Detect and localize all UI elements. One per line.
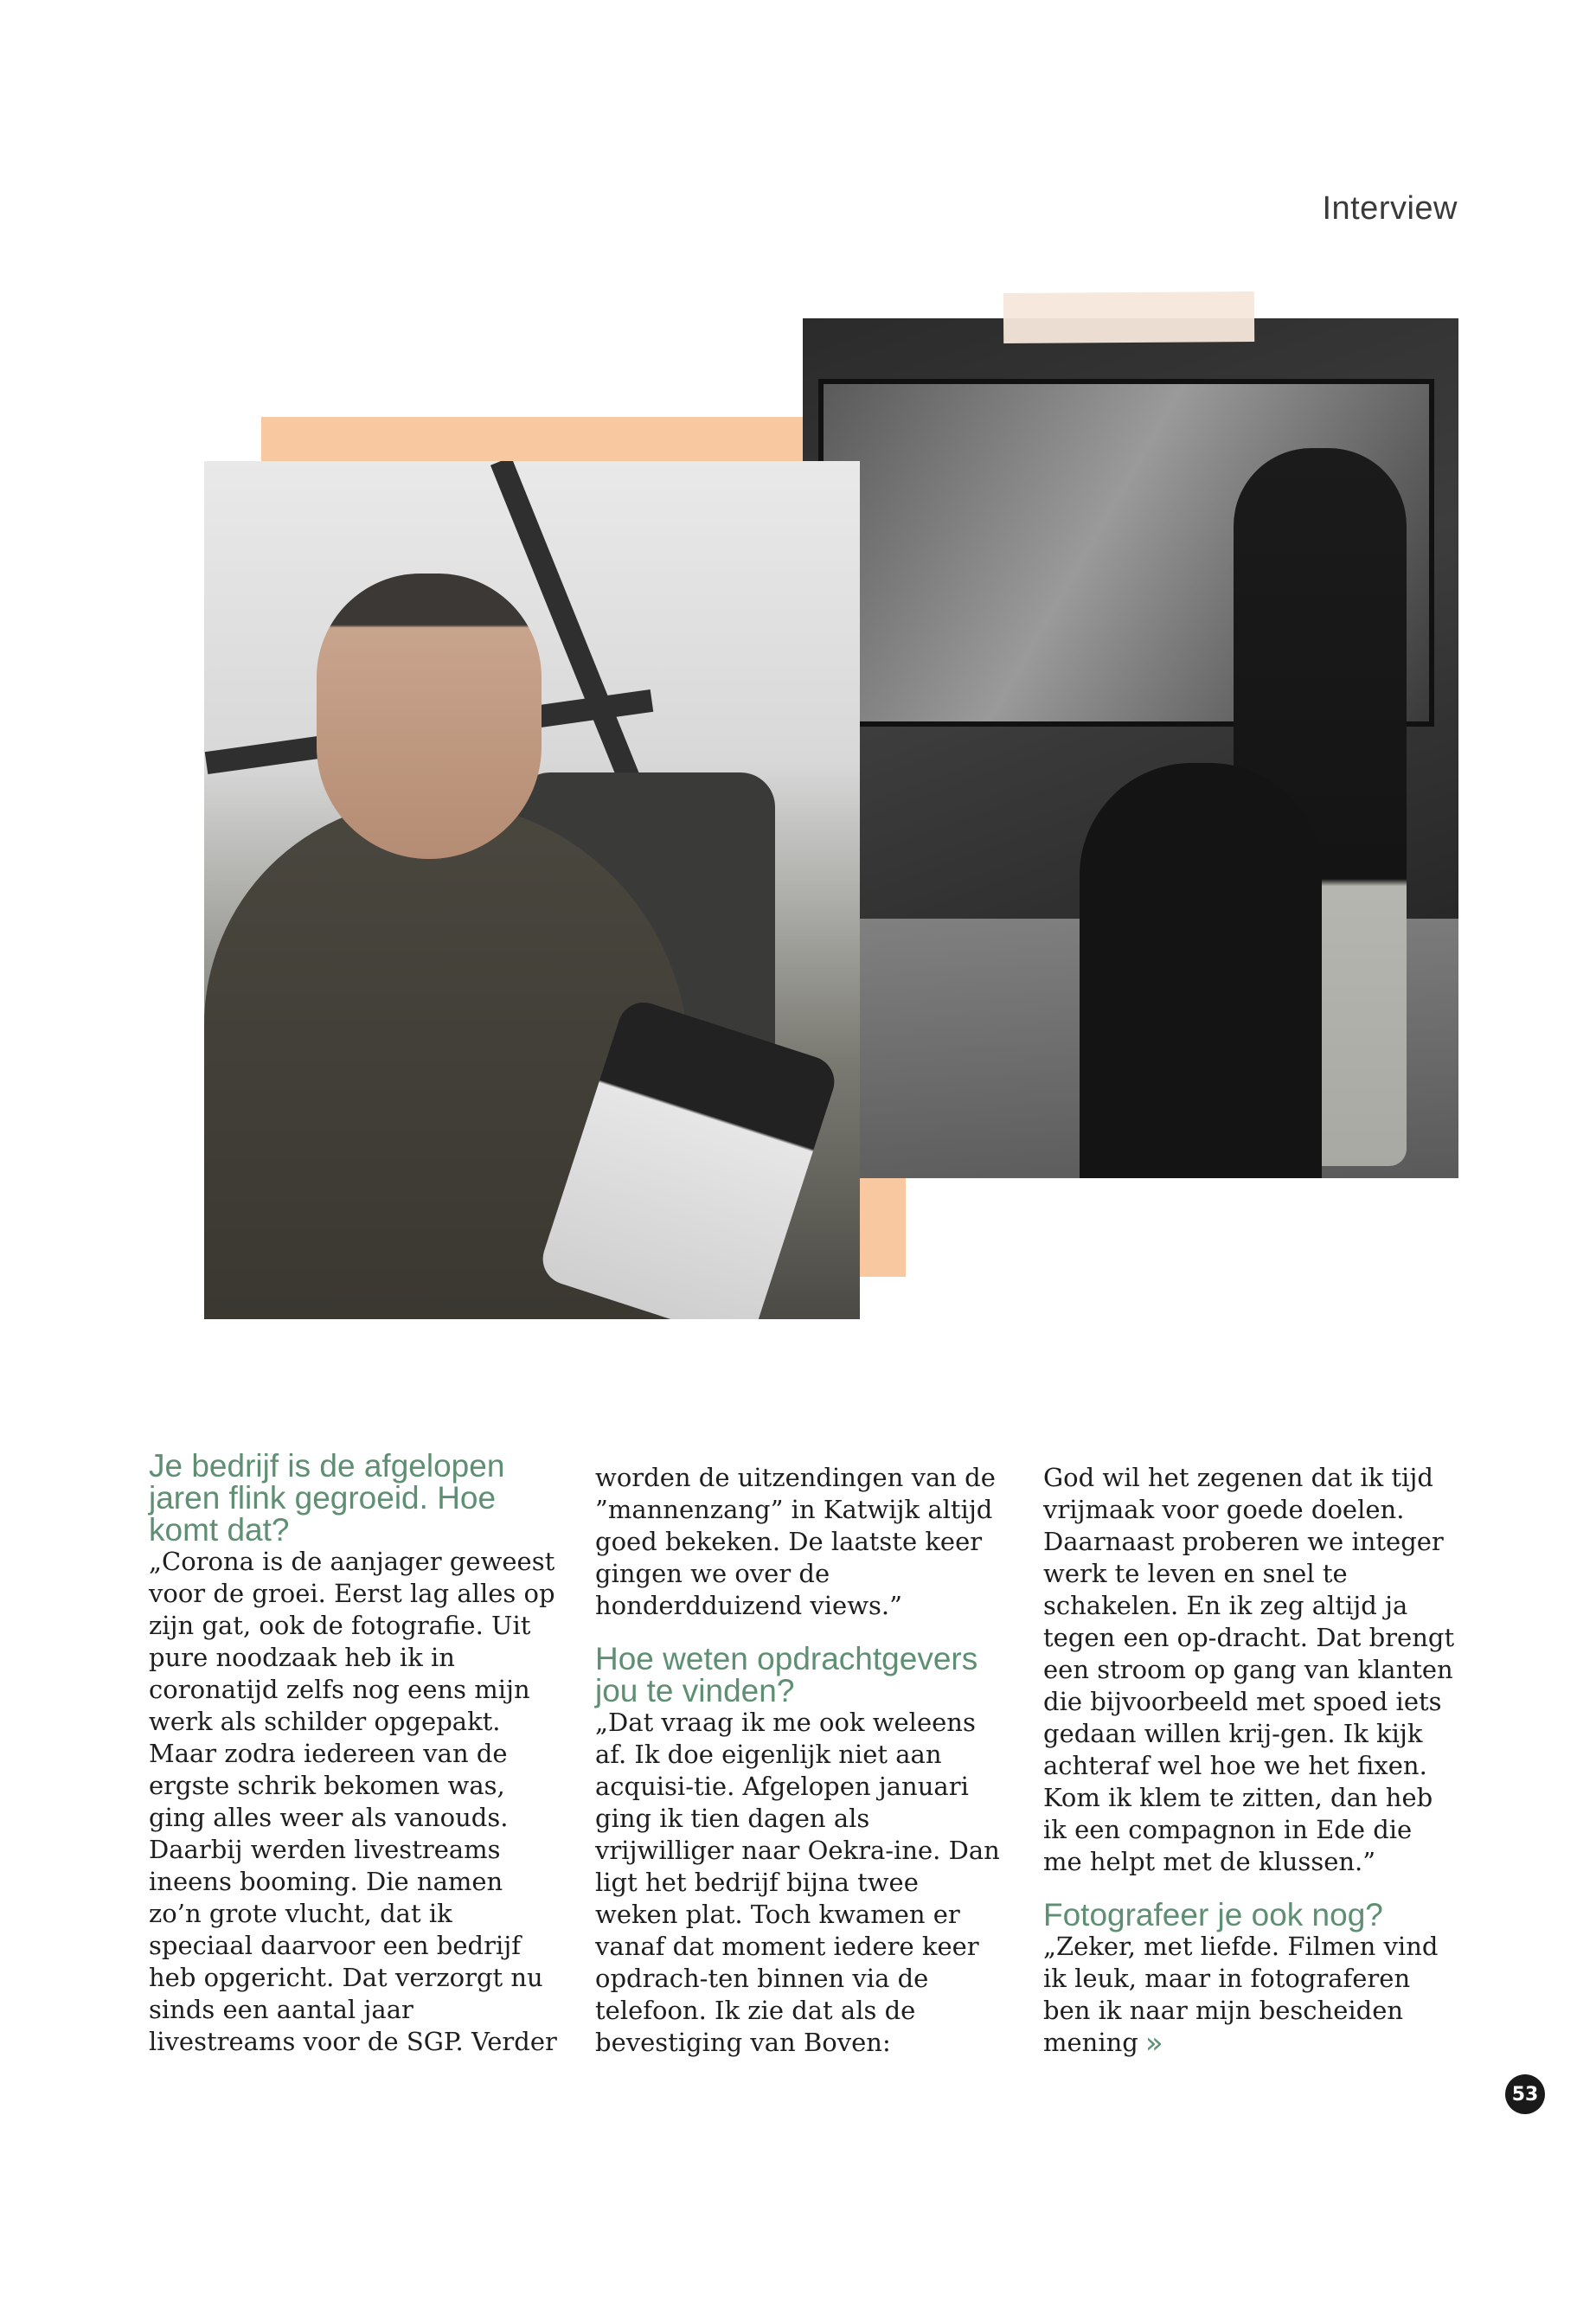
answer-text: „Corona is de aanjager geweest voor de groei. Eerst lag alles op zijn gat, ook de fotografie. Uit pure noodzaak heb ik in coronatijd zelfs nog eens mijn werk als schilder opgepakt. Maar zodra iedereen van de ergste schrik bekomen was, ging alles weer als vanouds. Daarbij werden livestreams ineens booming. Die namen zo’n grote vlucht, dat ik speciaal daarvoor een bedrijf heb opgericht. Dat verzorgt nu sinds een aantal jaar livestreams voor de SGP. Verder [149, 1547, 557, 2056]
man-head [317, 574, 542, 859]
answer-text-content: „Zeker, met liefde. Filmen vind ik leuk, maar in fotograferen ben ik naar mijn bescheiden mening [1043, 1932, 1439, 2057]
question-heading: Hoe weten opdrachtgevers jou te vinden? [595, 1641, 978, 1708]
question-heading: Je bedrijf is de afgelopen jaren flink gegroeid. Hoe komt dat? [149, 1448, 505, 1548]
decorative-tape [1003, 292, 1254, 343]
seated-man [1080, 763, 1322, 1178]
article-column-3 [1043, 1462, 1457, 2060]
continued-text: worden de uitzendingen van de ”mannenzang” in Katwijk altijd goed bekeken. De laatste keer gingen we over de honderdduizend views.” [595, 1463, 996, 1620]
answer-text: „Dat vraag ik me ook weleens af. Ik doe eigenlijk niet aan acquisi-tie. Afgelopen januari ging ik tien dagen als vrijwilliger naar Oekra-ine. Dan ligt het bedrijf bijna twee weken plat. Toch kwamen er vanaf dat moment iedere keer opdrach-ten binnen via de telefoon. Ik zie dat als de bevestiging van Boven: [595, 1708, 1000, 2057]
continued-text: God wil het zegenen dat ik tijd vrijmaak voor goede doelen. Daarnaast proberen we integer werk te leven en snel te schakelen. En ik zeg altijd ja tegen een op-dracht. Dat brengt een stroom op gang van klanten die bijvoorbeeld met spoed iets gedaan willen krij-gen. Ik kijk achteraf wel hoe we het fixen. Kom ik klem te zitten, dan heb ik een compagnon in Ede die me helpt met de klussen.” [1043, 1463, 1455, 1876]
answer-text [1043, 1931, 1457, 2060]
studio-photo [803, 318, 1458, 1178]
question-heading: Fotografeer je ook nog? [1043, 1897, 1383, 1932]
article-column-1 [149, 1450, 562, 2058]
portrait-photo [204, 461, 860, 1319]
continue-arrow-icon: » [1144, 2026, 1163, 2061]
article-column-2 [595, 1462, 1009, 2059]
section-label: Interview [1322, 190, 1458, 227]
page-number: 53 [1505, 2074, 1545, 2114]
